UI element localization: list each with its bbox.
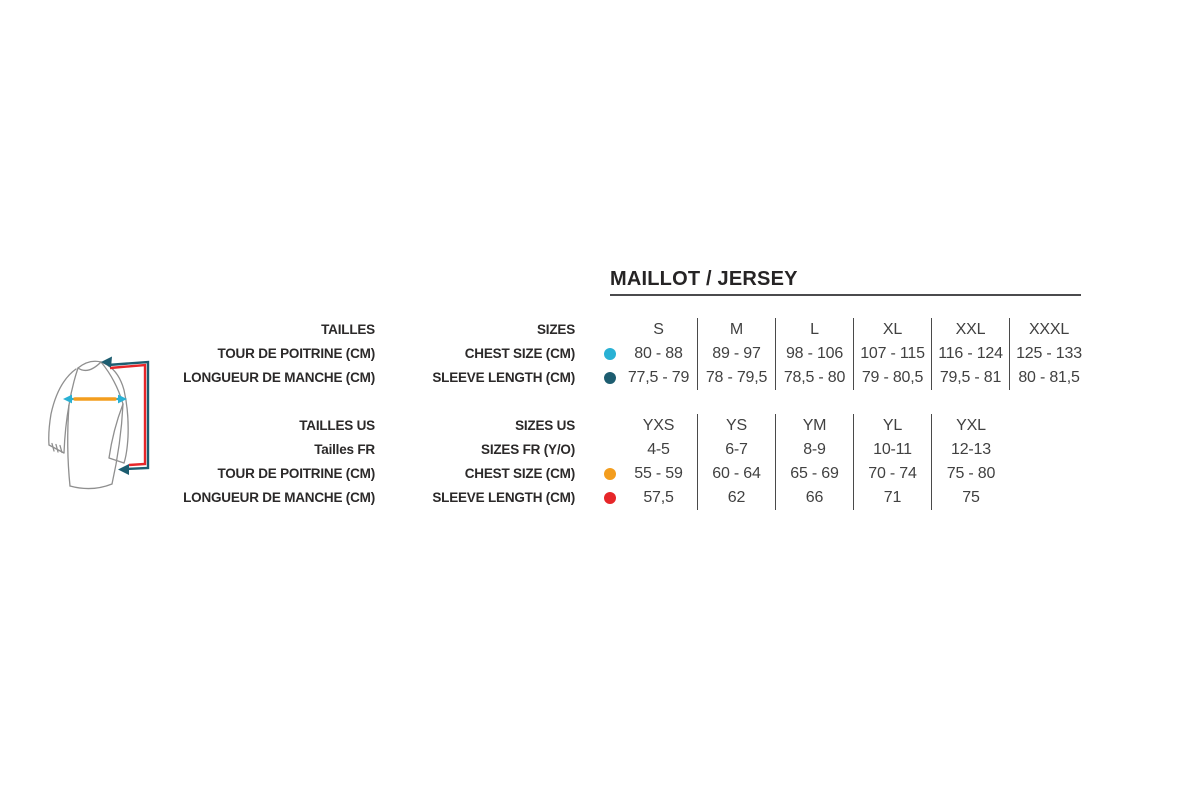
youth-age-value: 12-13 bbox=[951, 441, 991, 458]
youth-sleeve-value: 57,5 bbox=[620, 486, 698, 510]
youth-sleeve-value: 66 bbox=[776, 486, 854, 510]
youth-chest-legend bbox=[598, 462, 620, 486]
youth-age-value: 6-7 bbox=[698, 438, 776, 462]
youth-age-value: 4-5 bbox=[620, 438, 698, 462]
label-longueur-de-manche: LONGUEUR DE MANCHE (CM) bbox=[183, 370, 375, 385]
adult-labels-en bbox=[375, 318, 575, 390]
label-tailles-us: TAILLES US bbox=[299, 418, 375, 433]
adult-chest-value: 125 - 133 bbox=[1016, 345, 1082, 362]
adult-labels-fr bbox=[120, 318, 375, 390]
adult-size-header: M bbox=[698, 318, 776, 342]
adult-sleeve-legend bbox=[598, 366, 620, 390]
adult-sleeve-value: 80 - 81,5 bbox=[1018, 369, 1080, 386]
youth-sleeve-dot-icon bbox=[604, 492, 616, 504]
adult-chest-legend bbox=[598, 342, 620, 366]
youth-chest-dot-icon bbox=[604, 468, 616, 480]
spacer-cell bbox=[598, 318, 620, 342]
youth-age-value: 8-9 bbox=[776, 438, 854, 462]
youth-size-header: YL bbox=[854, 414, 932, 438]
adult-chest-value: 116 - 124 bbox=[932, 342, 1010, 366]
youth-chest-value: 55 - 59 bbox=[620, 462, 698, 486]
adult-size-header: XXXL bbox=[1028, 321, 1070, 338]
youth-age-value: 10-11 bbox=[854, 438, 932, 462]
label-sizes-us: SIZES US bbox=[515, 418, 575, 433]
youth-labels-fr bbox=[120, 414, 375, 510]
adult-sleeve-value: 78 - 79,5 bbox=[698, 366, 776, 390]
label-sleeve-length: SLEEVE LENGTH (CM) bbox=[432, 370, 575, 385]
youth-size-table bbox=[598, 414, 1010, 510]
label-tour-de-poitrine-youth: TOUR DE POITRINE (CM) bbox=[217, 466, 375, 481]
adult-size-header: L bbox=[776, 318, 854, 342]
adult-sleeve-value: 78,5 - 80 bbox=[776, 366, 854, 390]
label-tailles: TAILLES bbox=[321, 322, 375, 337]
label-sizes: SIZES bbox=[536, 322, 575, 337]
youth-size-header: YS bbox=[698, 414, 776, 438]
chest-measure-arrow bbox=[63, 395, 127, 404]
youth-sleeve-value: 71 bbox=[854, 486, 932, 510]
title-underline bbox=[610, 294, 1081, 296]
youth-sleeve-value: 75 bbox=[962, 489, 980, 506]
adult-chest-value: 89 - 97 bbox=[698, 342, 776, 366]
adult-size-header: XL bbox=[854, 318, 932, 342]
adult-sleeve-value: 77,5 - 79 bbox=[620, 366, 698, 390]
adult-chest-value: 98 - 106 bbox=[776, 342, 854, 366]
spacer-cell bbox=[598, 438, 620, 462]
youth-sleeve-legend bbox=[598, 486, 620, 510]
youth-chest-value: 75 - 80 bbox=[946, 465, 996, 482]
label-tailles-fr: Tailles FR bbox=[314, 442, 375, 457]
adult-sleeve-value: 79,5 - 81 bbox=[932, 366, 1010, 390]
jersey-outline bbox=[49, 361, 128, 488]
youth-size-header: YXL bbox=[956, 417, 986, 434]
youth-size-header: YXS bbox=[620, 414, 698, 438]
adult-size-header: S bbox=[620, 318, 698, 342]
youth-chest-value: 60 - 64 bbox=[698, 462, 776, 486]
youth-sleeve-value: 62 bbox=[698, 486, 776, 510]
label-sleeve-length-youth: SLEEVE LENGTH (CM) bbox=[432, 490, 575, 505]
adult-sleeve-value: 79 - 80,5 bbox=[854, 366, 932, 390]
label-chest-size-youth: CHEST SIZE (CM) bbox=[464, 466, 575, 481]
youth-chest-value: 70 - 74 bbox=[854, 462, 932, 486]
youth-size-header: YM bbox=[776, 414, 854, 438]
adult-sleeve-dot-icon bbox=[604, 372, 616, 384]
label-sizes-fr-yo: SIZES FR (Y/O) bbox=[481, 442, 575, 457]
adult-chest-value: 80 - 88 bbox=[620, 342, 698, 366]
spacer-cell bbox=[598, 414, 620, 438]
page-title: MAILLOT / JERSEY bbox=[610, 268, 798, 290]
adult-chest-dot-icon bbox=[604, 348, 616, 360]
adult-size-header: XXL bbox=[932, 318, 1010, 342]
adult-size-table bbox=[598, 318, 1088, 390]
adult-chest-value: 107 - 115 bbox=[854, 342, 932, 366]
youth-chest-value: 65 - 69 bbox=[776, 462, 854, 486]
label-tour-de-poitrine: TOUR DE POITRINE (CM) bbox=[217, 346, 375, 361]
youth-labels-en bbox=[375, 414, 575, 510]
label-longueur-de-manche-youth: LONGUEUR DE MANCHE (CM) bbox=[183, 490, 375, 505]
label-chest-size: CHEST SIZE (CM) bbox=[464, 346, 575, 361]
